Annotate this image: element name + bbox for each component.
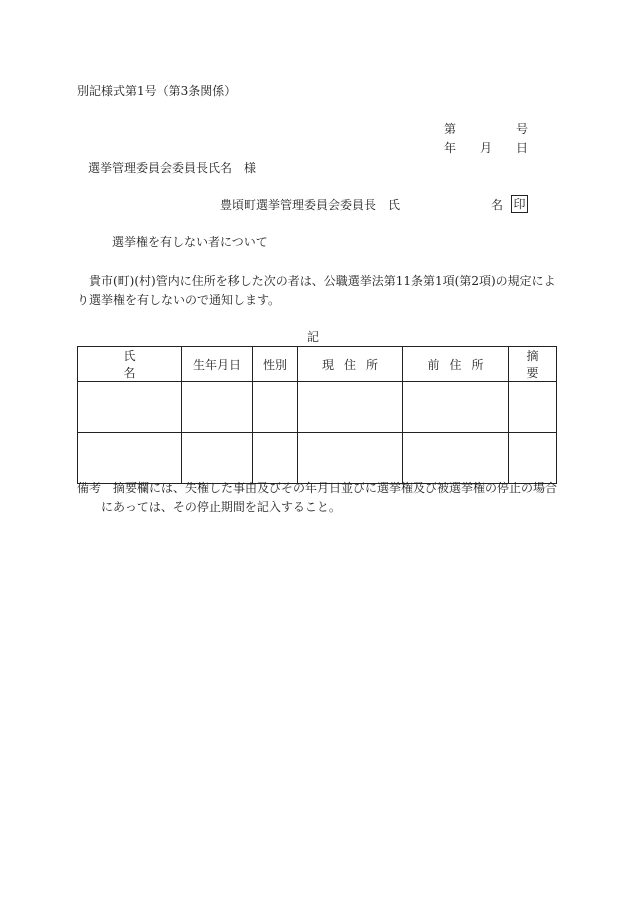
header-current-address: 現住所 bbox=[298, 347, 403, 382]
header-name: 氏名 bbox=[78, 347, 182, 382]
table-cell bbox=[253, 433, 298, 484]
sender: 豊頃町選挙管理委員会委員長 氏 bbox=[220, 198, 401, 212]
date-year: 年 bbox=[444, 141, 457, 155]
table-row bbox=[78, 433, 557, 484]
header-gender: 性別 bbox=[253, 347, 298, 382]
date-month: 月 bbox=[480, 141, 493, 155]
table-cell bbox=[253, 382, 298, 433]
table-cell bbox=[403, 433, 509, 484]
remarks-label: 備考 bbox=[77, 481, 102, 495]
table-cell bbox=[182, 433, 253, 484]
number-prefix: 第 bbox=[444, 122, 457, 136]
table-cell bbox=[509, 433, 557, 484]
record-heading: 記 bbox=[307, 330, 320, 344]
header-remarks: 摘要 bbox=[509, 347, 557, 382]
table-cell bbox=[78, 433, 182, 484]
table-cell bbox=[298, 382, 403, 433]
table-cell bbox=[403, 382, 509, 433]
number-suffix: 号 bbox=[516, 122, 529, 136]
remarks-line-2: にあっては、その停止期間を記入すること。 bbox=[101, 500, 341, 514]
subject-line: 選挙権を有しない者について bbox=[112, 235, 268, 249]
table-cell bbox=[509, 382, 557, 433]
table-cell bbox=[298, 433, 403, 484]
header-birthdate: 生年月日 bbox=[182, 347, 253, 382]
voter-table bbox=[77, 346, 557, 484]
remarks-line-1: 摘要欄には、失権した事由及びその年月日並びに選挙権及び被選挙権の停止の場合 bbox=[113, 481, 558, 495]
date-day: 日 bbox=[516, 141, 529, 155]
table-row bbox=[78, 382, 557, 433]
notice-body: 貴市(町)(村)管内に住所を移した次の者は、公職選挙法第11条第1項(第2項)の規定により選挙権を有しないので通知します。 bbox=[77, 274, 556, 307]
sender-name-label: 名 bbox=[491, 198, 504, 212]
header-previous-address: 前住所 bbox=[403, 347, 509, 382]
table-cell bbox=[78, 382, 182, 433]
recipient: 選挙管理委員会委員長氏名 様 bbox=[88, 161, 257, 175]
seal-box: 印 bbox=[511, 195, 528, 213]
form-identifier: 別記様式第1号（第3条関係） bbox=[77, 84, 237, 98]
table-cell bbox=[182, 382, 253, 433]
table-header-row bbox=[78, 347, 557, 382]
